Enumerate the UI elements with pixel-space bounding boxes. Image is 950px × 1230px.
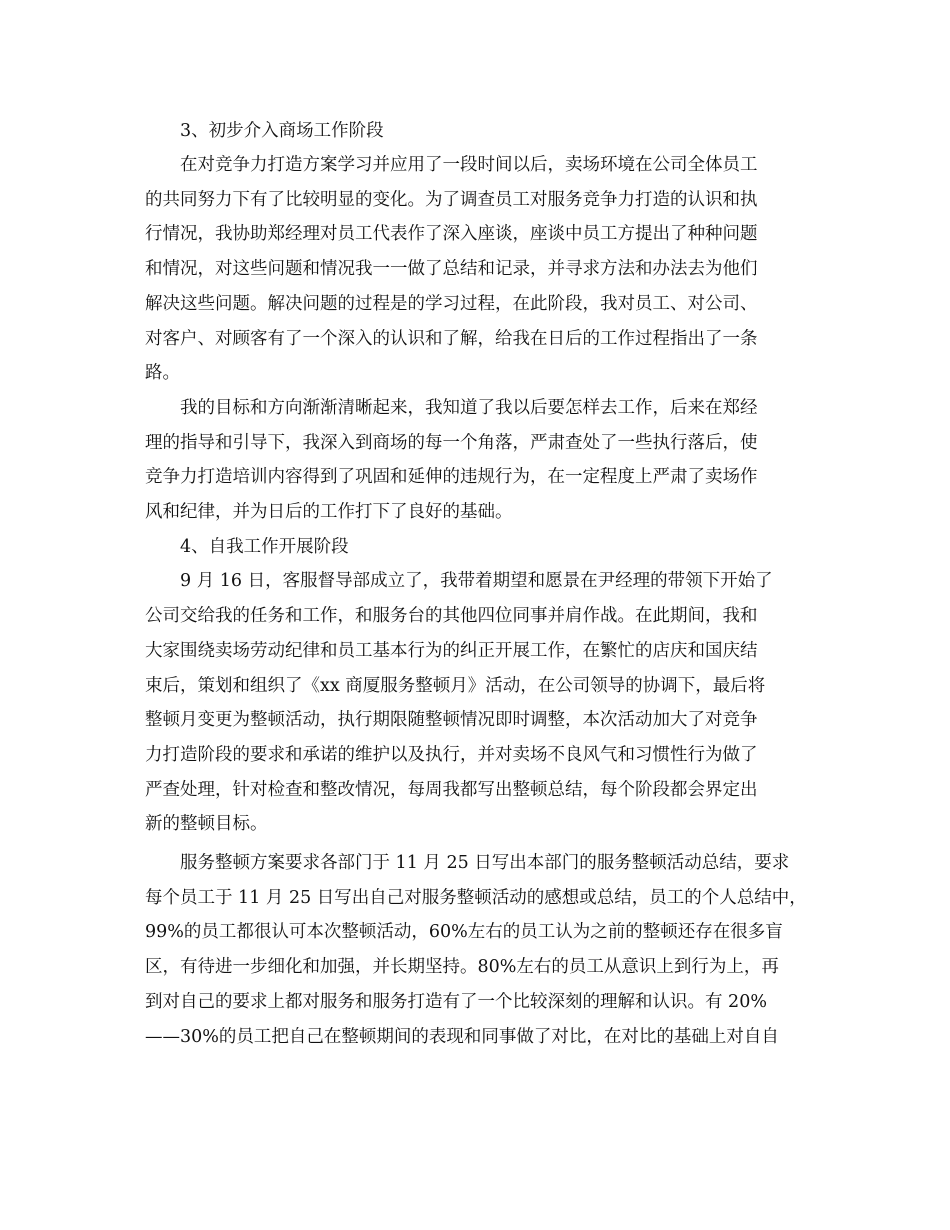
paragraph-line: 行情况，我协助郑经理对员工代表作了深入座谈，座谈中员工方提出了种种问题 (145, 224, 758, 244)
section-heading-3: 3、初步介入商场工作阶段 (180, 121, 384, 141)
paragraph-line: 理的指导和引导下，我深入到商场的每一个角落，严肃查处了一些执行落后，使 (145, 433, 758, 453)
paragraph-line: 对客户、对顾客有了一个深入的认识和了解，给我在日后的工作过程指出了一条 (145, 329, 758, 349)
paragraph-line: 解决这些问题。解决问题的过程是的学习过程，在此阶段，我对员工、对公司、 (145, 294, 758, 314)
paragraph-line: 到对自己的要求上都对服务和服务打造有了一个比较深刻的理解和认识。有 20% (145, 992, 767, 1012)
paragraph-line: 区，有待进一步细化和加强，并长期坚持。80%左右的员工从意识上到行为上，再 (145, 957, 779, 977)
paragraph-line: 大家围绕卖场劳动纪律和员工基本行为的纠正开展工作，在繁忙的店庆和国庆结 (145, 641, 758, 661)
paragraph-line: 和情况，对这些问题和情况我一一做了总结和记录，并寻求方法和办法去为他们 (145, 259, 758, 279)
paragraph-line: 99%的员工都很认可本次整顿活动，60%左右的员工认为之前的整顿还存在很多盲 (145, 922, 783, 942)
paragraph-line: 每个员工于 11 月 25 日写出自己对服务整顿活动的感想或总结，员工的个人总结中， (145, 888, 807, 908)
paragraph-line: 竞争力打造培训内容得到了巩固和延伸的违规行为，在一定程度上严肃了卖场作 (145, 467, 758, 487)
paragraph-line: 新的整顿目标。 (145, 814, 268, 834)
paragraph-line: 公司交给我的任务和工作，和服务台的其他四位同事并肩作战。在此期间，我和 (145, 606, 758, 626)
paragraph-line: 9 月 16 日，客服督导部成立了，我带着期望和愿景在尹经理的带领下开始了 (180, 571, 773, 591)
paragraph-line: 束后，策划和组织了《xx 商厦服务整顿月》活动，在公司领导的协调下，最后将 (145, 676, 766, 696)
paragraph-line: 力打造阶段的要求和承诺的维护以及执行，并对卖场不良风气和习惯性行为做了 (145, 745, 758, 765)
paragraph-line: 我的目标和方向渐渐清晰起来，我知道了我以后要怎样去工作，后来在郑经 (180, 398, 758, 418)
paragraph-line: ——30%的员工把自己在整顿期间的表现和同事做了对比，在对比的基础上对自自 (145, 1027, 779, 1047)
paragraph-line: 服务整顿方案要求各部门于 11 月 25 日写出本部门的服务整顿活动总结，要求 (180, 853, 790, 873)
paragraph-line: 整顿月变更为整顿活动，执行期限随整顿情况即时调整，本次活动加大了对竞争 (145, 710, 758, 730)
paragraph-line: 严查处理，针对检查和整改情况，每周我都写出整顿总结，每个阶段都会界定出 (145, 780, 758, 800)
paragraph-line: 路。 (145, 363, 180, 383)
paragraph-line: 在对竞争力打造方案学习并应用了一段时间以后，卖场环境在公司全体员工 (180, 155, 758, 175)
section-heading-4: 4、自我工作开展阶段 (180, 537, 349, 557)
paragraph-line: 的共同努力下有了比较明显的变化。为了调查员工对服务竞争力打造的认识和执 (145, 190, 758, 210)
paragraph-line: 风和纪律，并为日后的工作打下了良好的基础。 (145, 502, 513, 522)
